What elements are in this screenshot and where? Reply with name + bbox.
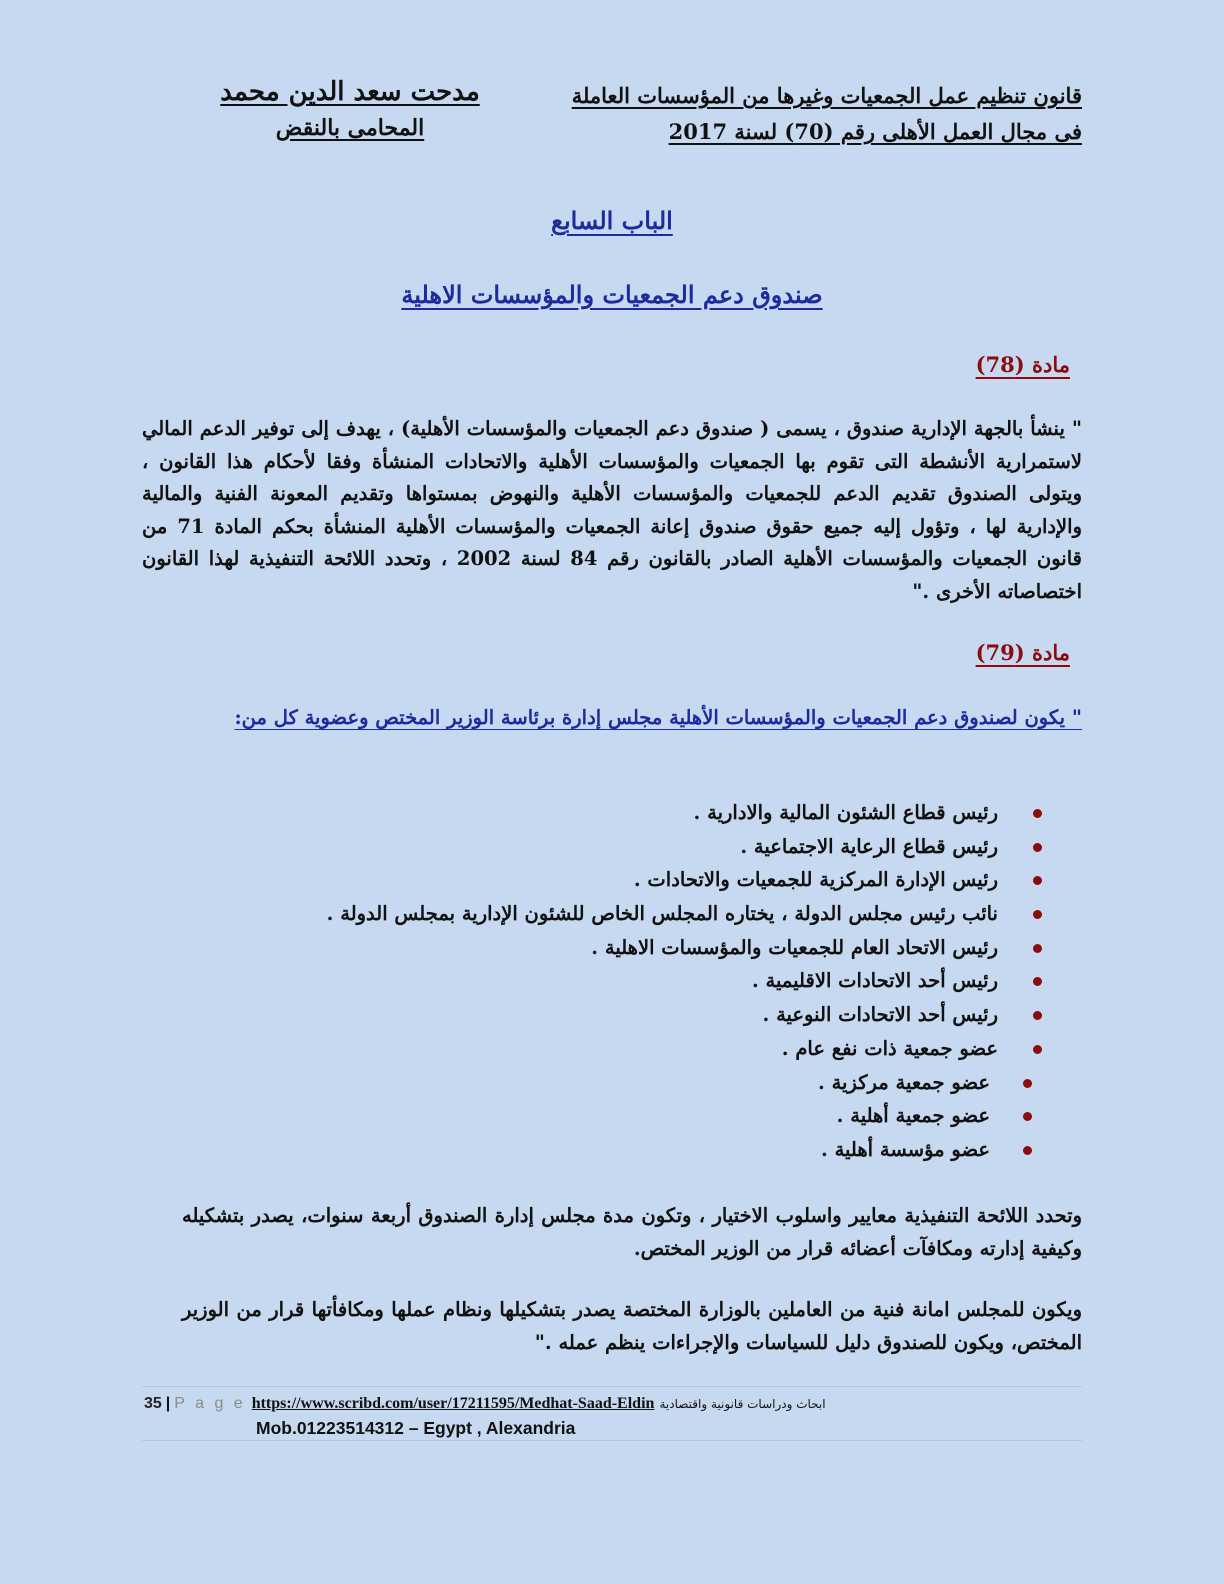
bullet-icon bbox=[1033, 1011, 1042, 1020]
article-79-intro: " يكون لصندوق دعم الجمعيات والمؤسسات الأهلية مجلس إدارة برئاسة الوزير المختص وعضوية كل من: bbox=[234, 706, 1082, 729]
bullet-icon bbox=[1033, 876, 1042, 885]
bullet-icon bbox=[1033, 843, 1042, 852]
list-item: عضو جمعية أهلية . bbox=[194, 1099, 1074, 1133]
bullet-icon bbox=[1023, 1112, 1032, 1121]
article-79-label: مادة (79) bbox=[975, 640, 1070, 665]
article-78-text: " ينشأ بالجهة الإدارية صندوق ، يسمى ( صندوق دعم الجمعيات والمؤسسات الأهلية) ، يهدف إلى توفير الدعم المالي لاستمرارية الأنشطة التى تقوم بها الجمعيات والمؤسسات الأهلية والاتحادات المنشأة وفقا لأحكام هذا القانون ، ويتولى الصندوق تقديم الدعم للجمعيات والمؤسسات الأهلية والنهوض بمستواها وتقديم المعونة الفنية والمالية والإدارية لها ، وتؤول إليه جميع حقوق صندوق إعانة الجمعيات والمؤسسات الأهلية المنشأة بحكم المادة 71 من قانون الجمعيات والمؤسسات الأهلية الصادر بالقانون رقم 84 لسنة 2002 ، وتحدد اللائحة التنفيذية لهذا القانون اختصاصاته الأخرى ." bbox=[142, 417, 1083, 603]
footer-mobile: Mob.01223514312 – Egypt , Alexandria bbox=[256, 1418, 576, 1438]
list-item: عضو جمعية مركزية . bbox=[194, 1066, 1074, 1100]
list-item: عضو مؤسسة أهلية . bbox=[194, 1133, 1074, 1167]
bullet-icon bbox=[1023, 1146, 1032, 1155]
footer-studies-label: ابحاث ودراسات قانونية واقتصادية bbox=[659, 1397, 826, 1411]
chapter-title: الباب السابع bbox=[551, 206, 673, 235]
footer-divider-top bbox=[142, 1386, 1082, 1387]
law-title-line1: قانون تنظيم عمل الجمعيات وغيرها من المؤسسات العاملة bbox=[571, 83, 1082, 108]
chapter-subtitle: صندوق دعم الجمعيات والمؤسسات الاهلية bbox=[401, 280, 823, 309]
list-item: عضو جمعية ذات نفع عام . bbox=[194, 1032, 1074, 1066]
author-profile-link[interactable]: https://www.scribd.com/user/17211595/Medhat-Saad-Eldin bbox=[251, 1395, 655, 1412]
bullet-icon bbox=[1033, 910, 1042, 919]
page-word: P a g e bbox=[174, 1395, 246, 1412]
bullet-icon bbox=[1033, 1045, 1042, 1054]
list-item: رئيس أحد الاتحادات النوعية . bbox=[194, 998, 1074, 1032]
author-name: مدحت سعد الدين محمد bbox=[220, 77, 480, 107]
bullet-icon bbox=[1033, 977, 1042, 986]
bullet-icon bbox=[1023, 1079, 1032, 1088]
list-item: رئيس أحد الاتحادات الاقليمية . bbox=[194, 964, 1074, 998]
article-79-paragraph-2: وتحدد اللائحة التنفيذية معايير واسلوب الاختيار ، وتكون مدة مجلس إدارة الصندوق أربعة سنوات، يصدر بتشكيله وكيفية إدارته ومكافآت أعضائه قرار من الوزير المختص. bbox=[182, 1204, 1082, 1260]
board-members-list bbox=[194, 796, 1074, 1167]
bullet-icon bbox=[1033, 944, 1042, 953]
footer-divider-bottom bbox=[142, 1440, 1082, 1441]
list-item: رئيس قطاع الرعاية الاجتماعية . bbox=[194, 830, 1074, 864]
list-item: رئيس قطاع الشئون المالية والادارية . bbox=[194, 796, 1074, 830]
list-item: رئيس الاتحاد العام للجمعيات والمؤسسات الاهلية . bbox=[194, 931, 1074, 965]
article-78-label: مادة (78) bbox=[975, 352, 1070, 377]
law-title bbox=[542, 78, 1082, 150]
article-79-paragraph-3: ويكون للمجلس امانة فنية من العاملين بالوزارة المختصة يصدر بتشكيلها ونظام عملها ومكافأتها قرار من الوزير المختص، ويكون للصندوق دليل للسياسات والإجراءات ينظم عمله ." bbox=[182, 1298, 1082, 1354]
list-item: رئيس الإدارة المركزية للجمعيات والاتحادات . bbox=[194, 863, 1074, 897]
page-number: 35 bbox=[144, 1395, 162, 1412]
footer-separator: | bbox=[165, 1395, 171, 1412]
law-title-line2: فى مجال العمل الأهلى رقم (70) لسنة 2017 bbox=[668, 119, 1082, 144]
bullet-icon bbox=[1033, 809, 1042, 818]
author-block bbox=[200, 74, 500, 146]
author-title: المحامى بالنقض bbox=[275, 115, 425, 141]
footer bbox=[144, 1390, 1044, 1416]
list-item: نائب رئيس مجلس الدولة ، يختاره المجلس الخاص للشئون الإدارية بمجلس الدولة . bbox=[194, 897, 1074, 931]
